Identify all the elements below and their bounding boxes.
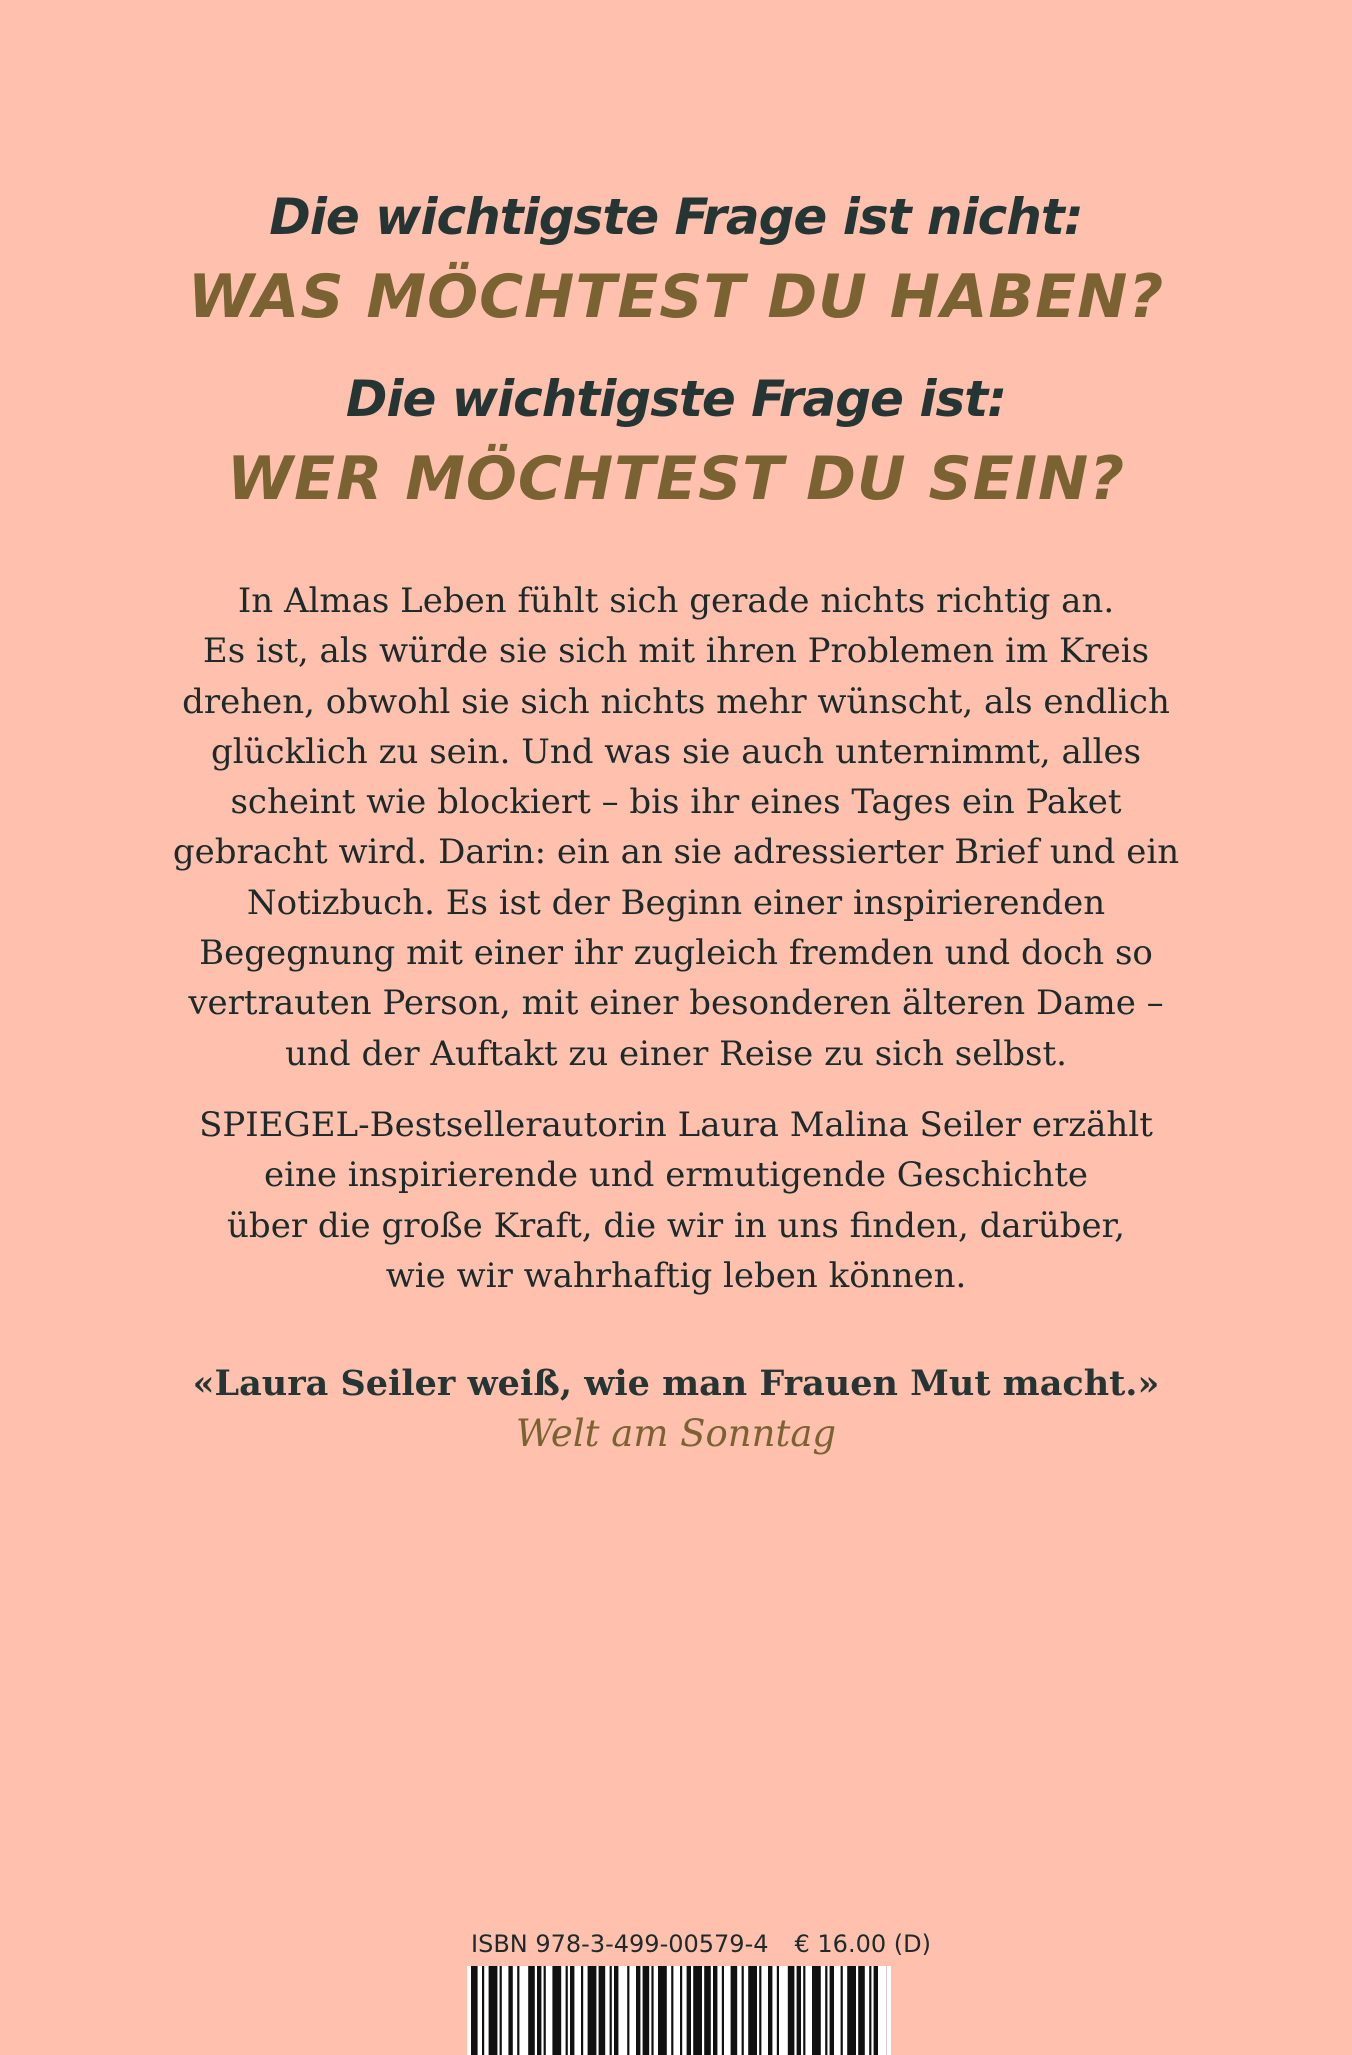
isbn-price-line (471, 1930, 931, 1958)
price: € 16.00 (D) (794, 1930, 931, 1958)
blurb-paragraph-2 (170, 1100, 1182, 1301)
blurb-line: eine inspirierende und ermutigende Geschichte (263, 1155, 1089, 1196)
headline-question-1: Die wichtigste Frage ist nicht: (269, 188, 1083, 246)
blurb-line: und der Auftakt zu einer Reise zu sich selbst. (285, 1033, 1067, 1074)
blurb-line: über die große Kraft, die wir in uns finden, darüber, (227, 1205, 1125, 1246)
blurb-line: In Almas Leben fühlt sich gerade nichts richtig an. (237, 581, 1115, 621)
headline-question-2: Die wichtigste Frage ist: (345, 370, 1007, 428)
blurb-line: glücklich zu sein. Und was sie auch unternimmt, alles (210, 731, 1142, 772)
press-quote-source: Welt am Sonntag (515, 1412, 837, 1455)
blurb-line: gebracht wird. Darin: ein an sie adressierter Brief und ein (172, 832, 1180, 873)
headline-answer-2: WER MÖCHTEST DU SEIN? (226, 444, 1126, 514)
isbn-number: ISBN 978-3-499-00579-4 (471, 1930, 769, 1958)
headline-answer-1: WAS MÖCHTEST DU HABEN? (187, 262, 1165, 332)
barcode (467, 1966, 891, 2055)
blurb-line: SPIEGEL-Bestsellerautorin Laura Malina Seiler erzählt (199, 1105, 1153, 1145)
press-quote: «Laura Seiler weiß, wie man Frauen Mut macht.» (192, 1363, 1160, 1404)
blurb-line: Begegnung mit einer ihr zugleich fremden und doch so (199, 933, 1153, 974)
blurb-line: drehen, obwohl sie sich nichts mehr wünscht, als endlich (182, 681, 1170, 722)
blurb-paragraph-1 (170, 576, 1182, 1079)
blurb-line: vertrauten Person, mit einer besonderen älteren Dame – (188, 983, 1164, 1024)
blurb-line: scheint wie blockiert – bis ihr eines Tages ein Paket (230, 782, 1122, 823)
blurb-line: Es ist, als würde sie sich mit ihren Problemen im Kreis (202, 631, 1150, 672)
barcode-bars (467, 1966, 891, 2055)
blurb-line: wie wir wahrhaftig leben können. (385, 1255, 967, 1296)
blurb-line: Notizbuch. Es ist der Beginn einer inspirierenden (246, 882, 1106, 923)
